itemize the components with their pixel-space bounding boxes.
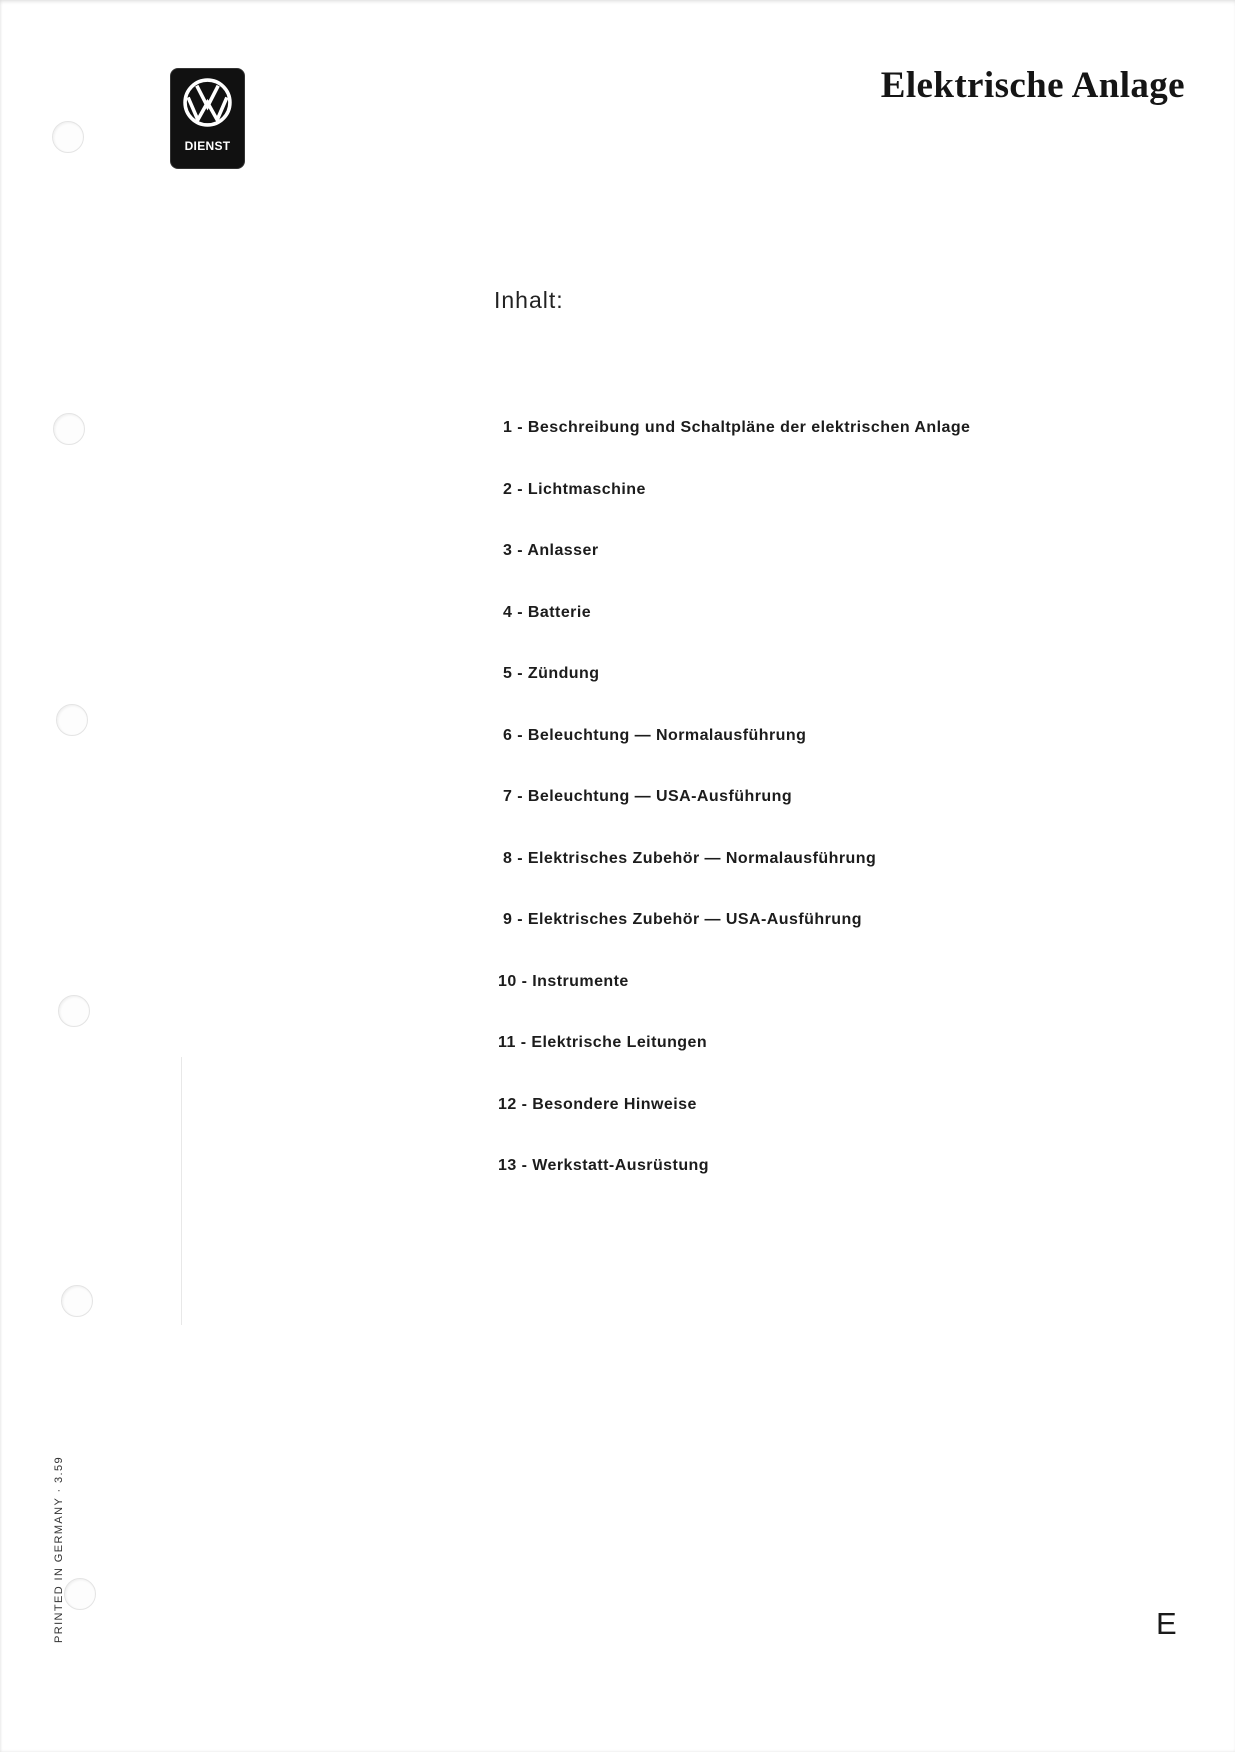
vw-emblem-icon xyxy=(182,77,233,128)
contents-item: 6 - Beleuchtung — Normalausführung xyxy=(503,726,807,744)
punch-hole xyxy=(56,704,88,736)
contents-item: 5 - Zündung xyxy=(503,665,600,682)
contents-item: 2 - Lichtmaschine xyxy=(503,480,646,498)
contents-item: 11 - Elektrische Leitungen xyxy=(498,1034,708,1051)
contents-item: 8 - Elektrisches Zubehör — Normalausführung xyxy=(503,849,877,867)
punch-hole xyxy=(61,1285,93,1317)
print-note: PRINTED IN GERMANY · 3.59 xyxy=(53,1456,65,1643)
contents-item: 4 - Batterie xyxy=(503,603,592,621)
punch-hole xyxy=(58,995,90,1027)
vw-dienst-logo xyxy=(171,69,244,168)
contents-item: 1 - Beschreibung und Schaltpläne der elektrischen Anlage xyxy=(503,419,971,436)
punch-hole xyxy=(53,413,85,445)
logo-text: DIENST xyxy=(184,139,231,153)
section-letter: E xyxy=(1156,1606,1177,1641)
contents-item: 7 - Beleuchtung — USA-Ausführung xyxy=(503,788,793,805)
contents-item: 12 - Besondere Hinweise xyxy=(498,1095,697,1113)
contents-item: 9 - Elektrisches Zubehör — USA-Ausführung xyxy=(503,911,862,928)
contents-item: 10 - Instrumente xyxy=(498,972,629,990)
punch-hole xyxy=(52,121,84,153)
contents-item: 3 - Anlasser xyxy=(503,542,599,559)
page-title: Elektrische Anlage xyxy=(880,65,1185,106)
contents-list xyxy=(498,397,971,1197)
contents-item: 13 - Werkstatt-Ausrüstung xyxy=(498,1157,709,1174)
punch-hole xyxy=(64,1578,96,1610)
margin-line xyxy=(181,1057,182,1325)
contents-heading: Inhalt: xyxy=(494,287,564,313)
